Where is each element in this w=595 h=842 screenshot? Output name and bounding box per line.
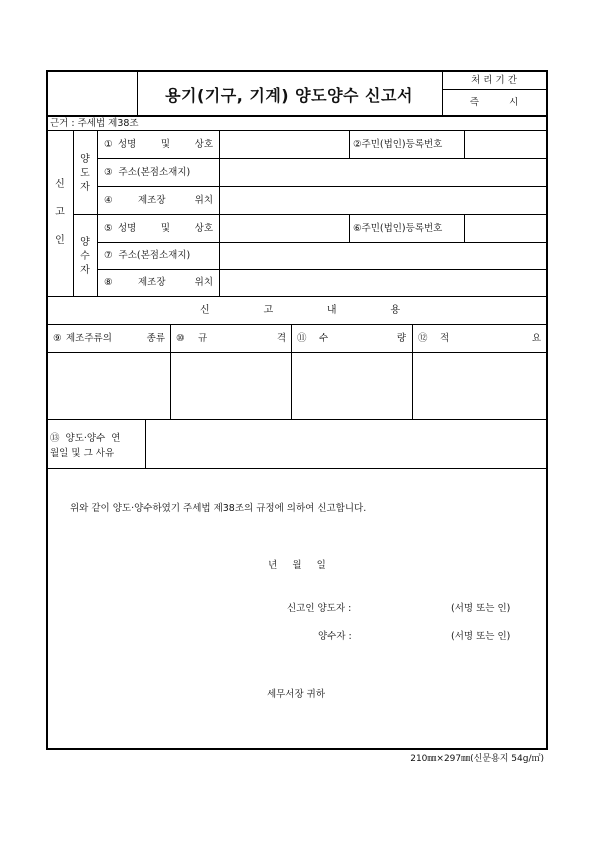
reporter-label: 신 고 인 (55, 179, 65, 246)
transferor-factory-label: 제조장 위치 (138, 195, 213, 206)
border-bottom (46, 748, 548, 750)
transferee-sign-hint: (서명 또는 인) (451, 631, 511, 642)
transferee-factory-label: 제조장 위치 (138, 277, 213, 288)
transferee-id-field[interactable] (466, 216, 544, 240)
legal-basis: 근거 : 주세법 제38조 (50, 118, 139, 129)
transferee-id-label: ⑥주민(법인)등록번호 (353, 223, 443, 234)
col-remarks-label: 적 요 (440, 333, 541, 344)
transferor-sign-hint: (서명 또는 인) (451, 603, 511, 614)
transferor-name-field[interactable] (221, 132, 347, 156)
col-spec-num: ⑩ (176, 333, 185, 344)
form-title: 용기(기구, 기계) 양도양수 신고서 (165, 86, 413, 105)
declaration-date: 년 월 일 (268, 560, 326, 571)
transferor-factory-num: ④ (104, 195, 113, 206)
transferor-sign-label: 신고인 양도자 : (287, 603, 352, 614)
transferor-signature-field[interactable] (366, 598, 446, 618)
addressee: 세무서장 귀하 (266, 689, 326, 700)
transferor-id-field[interactable] (466, 132, 544, 156)
date-reason-label-line2: 월일 및 그 사유 (50, 448, 115, 459)
remarks-field[interactable] (414, 354, 545, 418)
transferor-id-label: ②주민(법인)등록번호 (353, 139, 443, 150)
border-right (546, 70, 548, 750)
border-top (46, 70, 548, 72)
col-spec-label: 규 격 (198, 333, 286, 344)
transferee-address-label: ⑦ 주소(본점소재지) (104, 250, 191, 261)
liquor-type-field[interactable] (48, 354, 169, 418)
date-reason-label-line1: ⑬ 양도·양수 연 (50, 433, 121, 444)
transferee-name-field[interactable] (221, 216, 347, 240)
transferor-label: 양 도 자 (80, 154, 90, 193)
transferor-name-num: ① (104, 139, 113, 150)
transferee-factory-num: ⑧ (104, 277, 113, 288)
col-quantity-label: 수 량 (319, 333, 406, 344)
transferee-name-label: 성명 및 상호 (118, 223, 213, 234)
col-remarks-num: ⑫ (418, 333, 428, 344)
transferee-sign-label: 양수자 : (318, 631, 352, 642)
col-liquor-type-label: 제조주류의 종류 (66, 333, 165, 344)
transferor-address-field[interactable] (221, 160, 544, 184)
transferor-name-label: 성명 및 상호 (118, 139, 213, 150)
col-quantity-num: ⑪ (297, 333, 307, 344)
transferee-label: 양 수 자 (80, 237, 90, 276)
spec-field[interactable] (172, 354, 290, 418)
transferee-factory-field[interactable] (221, 271, 544, 294)
transferor-address-label: ③ 주소(본점소재지) (104, 167, 191, 178)
processing-period-label: 처 리 기 간 (471, 75, 517, 86)
quantity-field[interactable] (293, 354, 411, 418)
transferee-address-field[interactable] (221, 244, 544, 267)
processing-period-value: 즉 시 (469, 97, 519, 108)
transferee-signature-field[interactable] (366, 626, 446, 646)
date-reason-field[interactable] (147, 421, 544, 467)
declaration-text: 위와 같이 양도·양수하였기 주세법 제38조의 규정에 의하여 신고합니다. (70, 503, 367, 514)
paper-spec: 210㎜×297㎜(신문용지 54g/㎡) (410, 754, 544, 764)
col-liquor-type-num: ⑨ (53, 333, 62, 344)
transferor-factory-field[interactable] (221, 188, 544, 212)
transferee-name-num: ⑤ (104, 223, 113, 234)
report-content-header: 신 고 내 용 (200, 305, 400, 316)
